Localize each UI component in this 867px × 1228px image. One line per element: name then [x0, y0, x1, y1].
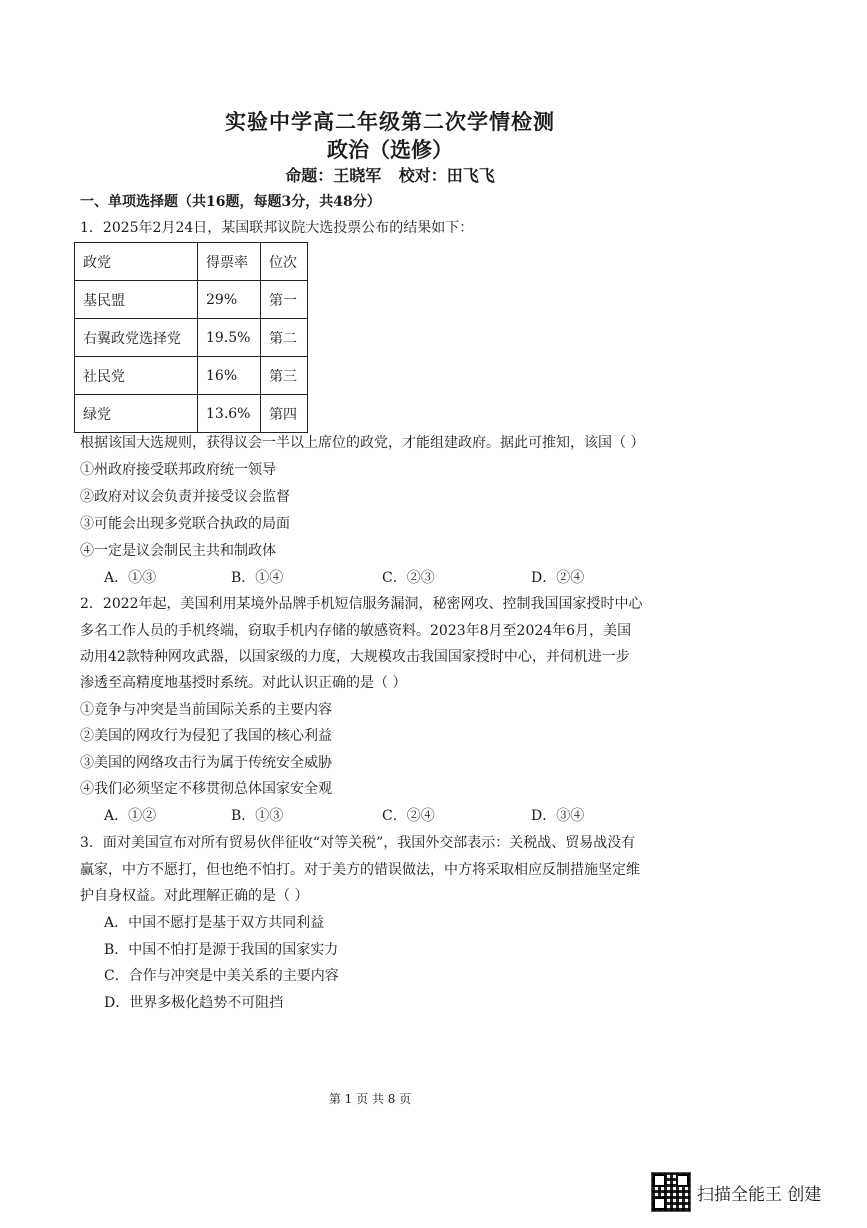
- table-row: [75, 357, 308, 395]
- q3-line: 3．面对美国宣布对所有贸易伙伴征收“对等关税”，我国外交部表示：关税战、贸易战没有: [80, 835, 636, 851]
- option-a[interactable]: A．①③: [104, 570, 157, 586]
- option-b[interactable]: B．①③: [231, 808, 284, 824]
- table-cell: 19.5%: [198, 319, 261, 357]
- table-header-cell: 位次: [261, 243, 308, 281]
- option-c[interactable]: C．②③: [382, 570, 435, 586]
- option-b[interactable]: B．①④: [231, 570, 284, 586]
- results-table: [74, 242, 308, 433]
- author: 命题：王晓军: [285, 166, 382, 185]
- exam-subtitle: 政治（选修）: [327, 137, 453, 162]
- option-c[interactable]: C．合作与冲突是中美关系的主要内容: [104, 968, 339, 984]
- option-c[interactable]: C．②④: [382, 808, 435, 824]
- table-cell: 29%: [198, 281, 261, 319]
- q2-statement: ①竞争与冲突是当前国际关系的主要内容: [80, 702, 332, 718]
- q2-line: 渗透至高精度地基授时系统。对此认识正确的是（ ）: [80, 675, 407, 691]
- section-heading: 一、单项选择题（共16题，每题3分，共48分）: [80, 194, 381, 210]
- table-row: [75, 395, 308, 433]
- q1-statement: ①州政府接受联邦政府统一领导: [80, 462, 276, 478]
- q2-line: 多名工作人员的手机终端，窃取手机内存储的敏感资料。2023年8月至2024年6月，美国: [80, 623, 632, 639]
- qr-code-icon: [651, 1172, 691, 1212]
- table-row: [75, 281, 308, 319]
- q3-line: 护自身权益。对此理解正确的是（ ）: [80, 888, 309, 904]
- table-cell: 第一: [261, 281, 308, 319]
- table-cell: 13.6%: [198, 395, 261, 433]
- option-d[interactable]: D．③④: [531, 808, 585, 824]
- q1-statement: ④一定是议会制民主共和制政体: [80, 543, 276, 559]
- option-b[interactable]: B．中国不怕打是源于我国的国家实力: [104, 942, 339, 958]
- table-header-cell: 政党: [75, 243, 198, 281]
- option-a[interactable]: A．①②: [104, 808, 157, 824]
- q2-line: 2．2022年起，美国利用某境外品牌手机短信服务漏洞，秘密网攻、控制我国国家授时中心: [80, 596, 643, 612]
- q2-statement: ④我们必须坚定不移贯彻总体国家安全观: [80, 781, 332, 797]
- page-footer: 第 1 页 共 8 页: [328, 1092, 412, 1106]
- table-row: [75, 243, 308, 281]
- table-header-cell: 得票率: [198, 243, 261, 281]
- q2-statement: ②美国的网攻行为侵犯了我国的核心利益: [80, 728, 332, 744]
- exam-title: 实验中学高二年级第二次学情检测: [225, 109, 555, 134]
- option-d[interactable]: D．世界多极化趋势不可阻挡: [104, 995, 284, 1011]
- table-cell: 基民盟: [75, 281, 198, 319]
- table-cell: 第四: [261, 395, 308, 433]
- q1-statement: ③可能会出现多党联合执政的局面: [80, 516, 290, 532]
- q3-line: 赢家，中方不愿打，但也绝不怕打。对于美方的错误做法，中方将采取相应反制措施坚定维: [80, 862, 640, 878]
- checker: 校对：田飞飞: [398, 166, 495, 185]
- q1-statement: ②政府对议会负责并接受议会监督: [80, 489, 290, 505]
- table-cell: 社民党: [75, 357, 198, 395]
- table-cell: 16%: [198, 357, 261, 395]
- table-cell: 第三: [261, 357, 308, 395]
- q2-statement: ③美国的网络攻击行为属于传统安全威胁: [80, 755, 332, 771]
- author-line: [0, 163, 780, 186]
- q1-text: 根据该国大选规则，获得议会一半以上席位的政党，才能组建政府。据此可推知，该国（ ）: [80, 435, 645, 451]
- table-cell: 第二: [261, 319, 308, 357]
- q2-line: 动用42款特种网攻武器，以国家级的力度，大规模攻击我国国家授时中心，并伺机进一步: [80, 649, 630, 665]
- table-row: [75, 319, 308, 357]
- option-d[interactable]: D．②④: [531, 570, 585, 586]
- table-cell: 绿党: [75, 395, 198, 433]
- option-a[interactable]: A．中国不愿打是基于双方共同利益: [104, 915, 325, 931]
- q1-stem: 1．2025年2月24日，某国联邦议院大选投票公布的结果如下：: [80, 220, 474, 236]
- table-cell: 右翼政党选择党: [75, 319, 198, 357]
- scanner-watermark: 扫描全能王 创建: [697, 1185, 822, 1205]
